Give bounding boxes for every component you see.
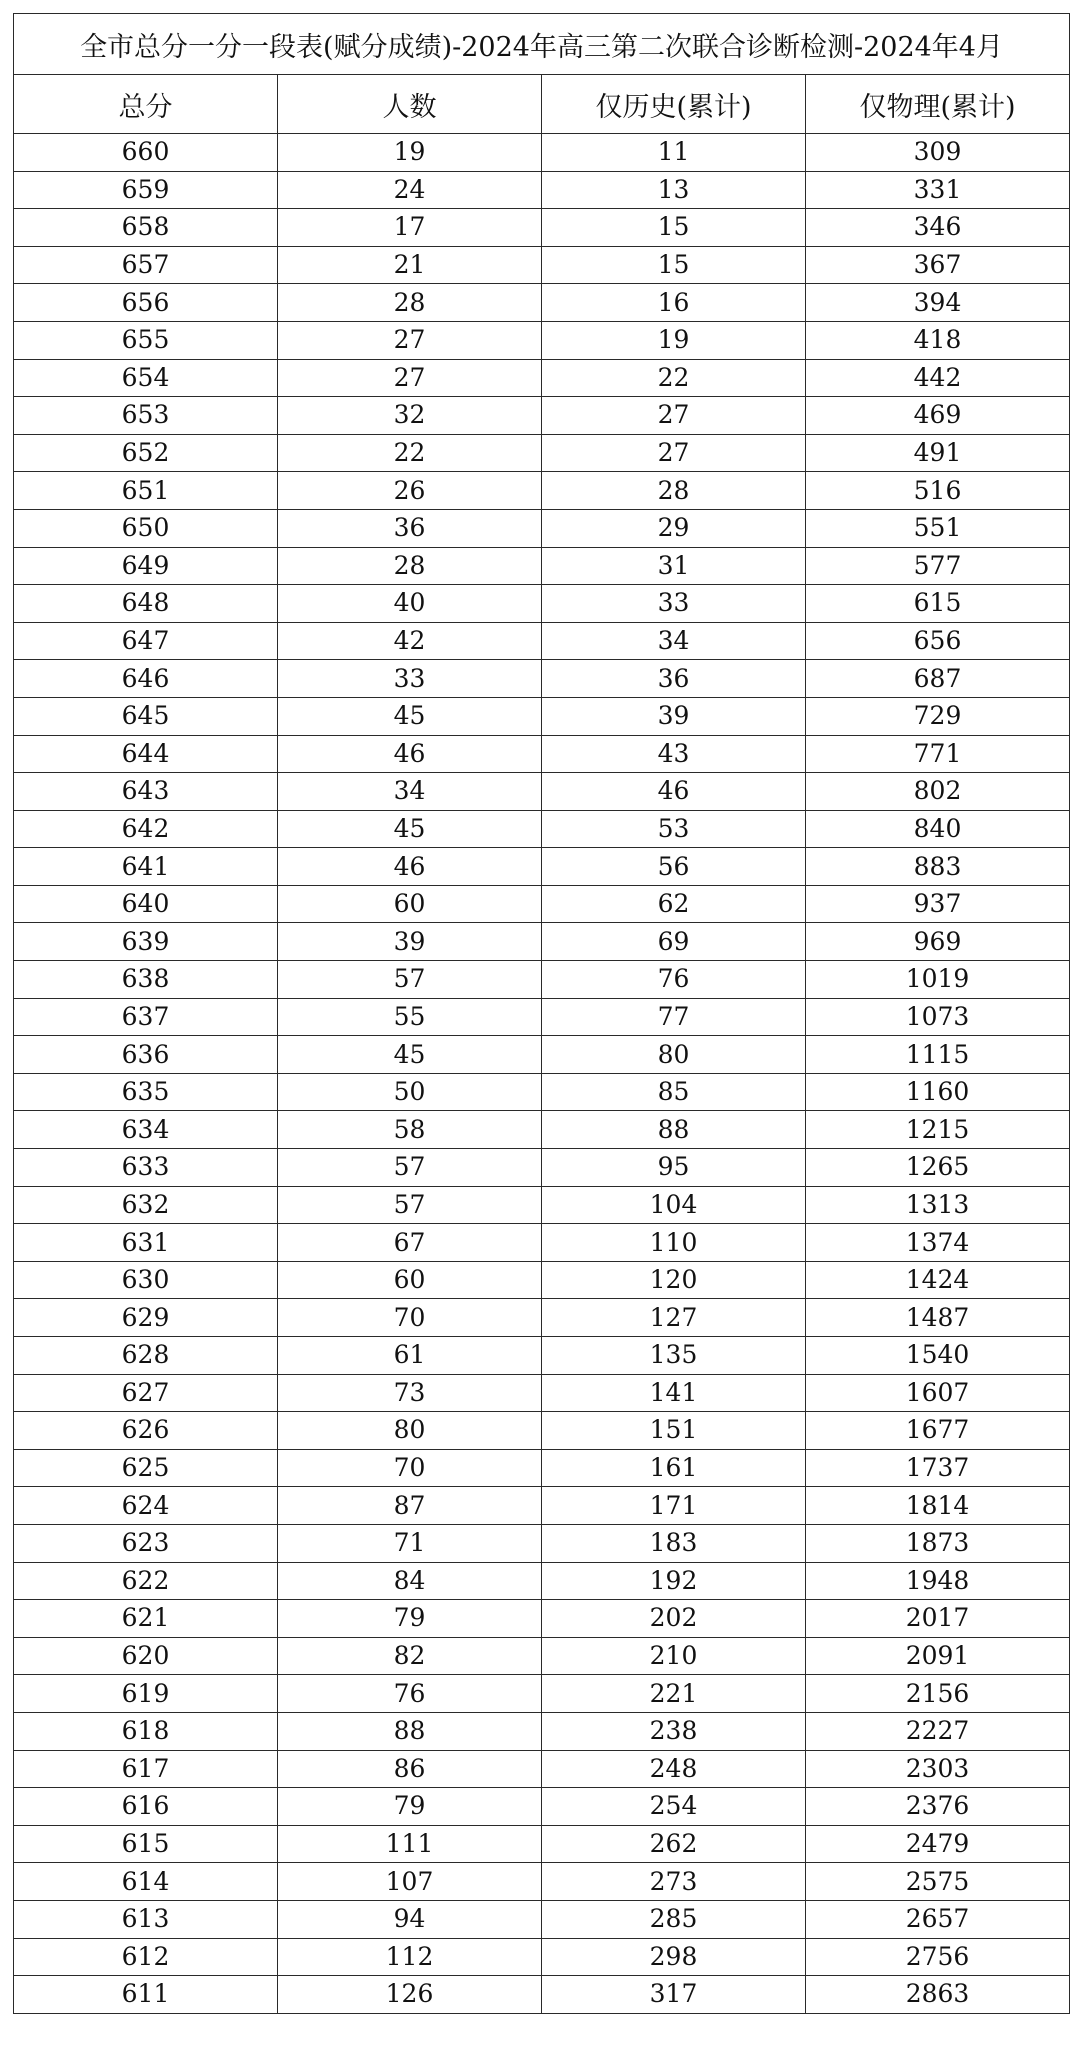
cell-total-score: 648 [14,585,278,623]
table-row [14,1186,1070,1224]
cell-total-score: 660 [14,134,278,172]
cell-total-score: 634 [14,1111,278,1149]
cell-history-cumulative: 238 [542,1712,806,1750]
cell-count: 26 [278,472,542,510]
cell-total-score: 658 [14,209,278,247]
cell-count: 60 [278,885,542,923]
cell-total-score: 636 [14,1036,278,1074]
cell-count: 33 [278,660,542,698]
cell-physics-cumulative: 656 [806,622,1070,660]
cell-count: 88 [278,1712,542,1750]
table-row [14,1600,1070,1638]
cell-count: 71 [278,1524,542,1562]
table-row [14,171,1070,209]
table-row [14,923,1070,961]
table-row [14,1750,1070,1788]
cell-history-cumulative: 36 [542,660,806,698]
cell-total-score: 649 [14,547,278,585]
cell-history-cumulative: 298 [542,1938,806,1976]
cell-total-score: 635 [14,1073,278,1111]
cell-physics-cumulative: 729 [806,697,1070,735]
cell-physics-cumulative: 1313 [806,1186,1070,1224]
cell-physics-cumulative: 1814 [806,1487,1070,1525]
cell-physics-cumulative: 346 [806,209,1070,247]
table-row [14,1449,1070,1487]
cell-total-score: 645 [14,697,278,735]
cell-total-score: 614 [14,1863,278,1901]
table-row [14,397,1070,435]
cell-history-cumulative: 141 [542,1374,806,1412]
table-row [14,1111,1070,1149]
cell-count: 40 [278,585,542,623]
cell-history-cumulative: 161 [542,1449,806,1487]
cell-count: 70 [278,1299,542,1337]
cell-history-cumulative: 28 [542,472,806,510]
table-row [14,284,1070,322]
cell-history-cumulative: 56 [542,848,806,886]
cell-total-score: 647 [14,622,278,660]
cell-history-cumulative: 62 [542,885,806,923]
table-row [14,885,1070,923]
table-row [14,1487,1070,1525]
cell-physics-cumulative: 2156 [806,1675,1070,1713]
cell-total-score: 613 [14,1900,278,1938]
table-row [14,697,1070,735]
table-row [14,434,1070,472]
table-row [14,848,1070,886]
cell-count: 126 [278,1976,542,2014]
header-row [14,75,1070,134]
cell-total-score: 650 [14,509,278,547]
cell-physics-cumulative: 615 [806,585,1070,623]
header-physics-cumulative: 仅物理(累计) [806,75,1070,134]
cell-count: 24 [278,171,542,209]
header-total-score: 总分 [14,75,278,134]
cell-physics-cumulative: 1115 [806,1036,1070,1074]
cell-history-cumulative: 80 [542,1036,806,1074]
cell-count: 57 [278,1186,542,1224]
cell-history-cumulative: 85 [542,1073,806,1111]
cell-physics-cumulative: 771 [806,735,1070,773]
cell-count: 112 [278,1938,542,1976]
cell-count: 57 [278,961,542,999]
cell-physics-cumulative: 491 [806,434,1070,472]
cell-count: 76 [278,1675,542,1713]
cell-physics-cumulative: 1487 [806,1299,1070,1337]
table-row [14,1036,1070,1074]
title-row [14,14,1070,75]
cell-physics-cumulative: 418 [806,321,1070,359]
cell-total-score: 653 [14,397,278,435]
table-row [14,810,1070,848]
cell-total-score: 629 [14,1299,278,1337]
cell-history-cumulative: 27 [542,397,806,435]
cell-history-cumulative: 69 [542,923,806,961]
cell-physics-cumulative: 1374 [806,1224,1070,1262]
table-row [14,1976,1070,2014]
cell-physics-cumulative: 1737 [806,1449,1070,1487]
cell-count: 86 [278,1750,542,1788]
cell-physics-cumulative: 2091 [806,1637,1070,1675]
cell-count: 107 [278,1863,542,1901]
table-row [14,1374,1070,1412]
cell-total-score: 627 [14,1374,278,1412]
cell-total-score: 617 [14,1750,278,1788]
cell-total-score: 655 [14,321,278,359]
cell-physics-cumulative: 331 [806,171,1070,209]
cell-history-cumulative: 27 [542,434,806,472]
cell-physics-cumulative: 2863 [806,1976,1070,2014]
cell-count: 55 [278,998,542,1036]
table-row [14,1900,1070,1938]
cell-count: 27 [278,359,542,397]
cell-count: 21 [278,246,542,284]
table-row [14,359,1070,397]
cell-history-cumulative: 22 [542,359,806,397]
cell-history-cumulative: 34 [542,622,806,660]
cell-physics-cumulative: 394 [806,284,1070,322]
table-row [14,134,1070,172]
table-title: 全市总分一分一段表(赋分成绩)-2024年高三第二次联合诊断检测-2024年4月 [14,14,1070,75]
cell-count: 32 [278,397,542,435]
cell-count: 84 [278,1562,542,1600]
cell-count: 57 [278,1149,542,1187]
cell-physics-cumulative: 2227 [806,1712,1070,1750]
cell-count: 70 [278,1449,542,1487]
cell-history-cumulative: 15 [542,246,806,284]
table-row [14,321,1070,359]
header-count: 人数 [278,75,542,134]
cell-count: 27 [278,321,542,359]
cell-physics-cumulative: 1540 [806,1337,1070,1375]
table-row [14,1938,1070,1976]
cell-history-cumulative: 151 [542,1412,806,1450]
cell-count: 73 [278,1374,542,1412]
table-row [14,209,1070,247]
cell-history-cumulative: 248 [542,1750,806,1788]
cell-total-score: 642 [14,810,278,848]
cell-history-cumulative: 39 [542,697,806,735]
table-row [14,1675,1070,1713]
table-row [14,660,1070,698]
cell-total-score: 626 [14,1412,278,1450]
cell-history-cumulative: 88 [542,1111,806,1149]
cell-physics-cumulative: 802 [806,773,1070,811]
cell-total-score: 632 [14,1186,278,1224]
cell-history-cumulative: 53 [542,810,806,848]
cell-count: 67 [278,1224,542,1262]
table-row [14,622,1070,660]
cell-physics-cumulative: 1873 [806,1524,1070,1562]
score-table [13,13,1070,2014]
cell-physics-cumulative: 969 [806,923,1070,961]
cell-count: 46 [278,735,542,773]
table-row [14,735,1070,773]
table-row [14,998,1070,1036]
cell-history-cumulative: 135 [542,1337,806,1375]
table-row [14,1337,1070,1375]
table-row [14,1412,1070,1450]
cell-total-score: 639 [14,923,278,961]
cell-count: 60 [278,1261,542,1299]
cell-total-score: 611 [14,1976,278,2014]
cell-physics-cumulative: 309 [806,134,1070,172]
cell-physics-cumulative: 2756 [806,1938,1070,1976]
cell-physics-cumulative: 469 [806,397,1070,435]
cell-total-score: 659 [14,171,278,209]
header-history-cumulative: 仅历史(累计) [542,75,806,134]
table-row [14,1073,1070,1111]
cell-physics-cumulative: 1677 [806,1412,1070,1450]
cell-physics-cumulative: 1215 [806,1111,1070,1149]
cell-physics-cumulative: 687 [806,660,1070,698]
cell-count: 45 [278,697,542,735]
cell-count: 79 [278,1600,542,1638]
cell-history-cumulative: 104 [542,1186,806,1224]
cell-count: 61 [278,1337,542,1375]
cell-total-score: 640 [14,885,278,923]
cell-count: 45 [278,810,542,848]
cell-count: 45 [278,1036,542,1074]
cell-count: 94 [278,1900,542,1938]
cell-physics-cumulative: 1607 [806,1374,1070,1412]
cell-physics-cumulative: 840 [806,810,1070,848]
cell-physics-cumulative: 883 [806,848,1070,886]
cell-history-cumulative: 285 [542,1900,806,1938]
cell-history-cumulative: 202 [542,1600,806,1638]
cell-total-score: 643 [14,773,278,811]
cell-physics-cumulative: 2479 [806,1825,1070,1863]
cell-history-cumulative: 19 [542,321,806,359]
cell-count: 19 [278,134,542,172]
cell-physics-cumulative: 2376 [806,1788,1070,1826]
cell-count: 28 [278,284,542,322]
cell-total-score: 630 [14,1261,278,1299]
cell-history-cumulative: 183 [542,1524,806,1562]
cell-physics-cumulative: 2017 [806,1600,1070,1638]
table-row [14,1825,1070,1863]
cell-history-cumulative: 15 [542,209,806,247]
table-row [14,773,1070,811]
table-row [14,246,1070,284]
table-row [14,1712,1070,1750]
cell-total-score: 637 [14,998,278,1036]
cell-total-score: 618 [14,1712,278,1750]
cell-history-cumulative: 95 [542,1149,806,1187]
table-row [14,961,1070,999]
cell-total-score: 652 [14,434,278,472]
cell-count: 42 [278,622,542,660]
cell-total-score: 619 [14,1675,278,1713]
table-row [14,1149,1070,1187]
cell-total-score: 628 [14,1337,278,1375]
cell-count: 46 [278,848,542,886]
cell-count: 80 [278,1412,542,1450]
cell-history-cumulative: 29 [542,509,806,547]
cell-physics-cumulative: 1073 [806,998,1070,1036]
cell-history-cumulative: 46 [542,773,806,811]
table-row [14,1224,1070,1262]
table-row [14,509,1070,547]
cell-history-cumulative: 273 [542,1863,806,1901]
cell-physics-cumulative: 577 [806,547,1070,585]
cell-count: 58 [278,1111,542,1149]
cell-history-cumulative: 192 [542,1562,806,1600]
cell-total-score: 624 [14,1487,278,1525]
cell-count: 17 [278,209,542,247]
cell-history-cumulative: 33 [542,585,806,623]
cell-count: 87 [278,1487,542,1525]
cell-total-score: 622 [14,1562,278,1600]
cell-total-score: 644 [14,735,278,773]
table-row [14,585,1070,623]
cell-physics-cumulative: 2575 [806,1863,1070,1901]
cell-total-score: 615 [14,1825,278,1863]
table-row [14,1637,1070,1675]
table-row [14,1524,1070,1562]
cell-total-score: 621 [14,1600,278,1638]
table-row [14,472,1070,510]
cell-history-cumulative: 254 [542,1788,806,1826]
cell-history-cumulative: 77 [542,998,806,1036]
score-distribution-sheet [13,13,1069,2043]
cell-total-score: 651 [14,472,278,510]
cell-history-cumulative: 31 [542,547,806,585]
cell-count: 39 [278,923,542,961]
cell-total-score: 646 [14,660,278,698]
cell-physics-cumulative: 1019 [806,961,1070,999]
cell-history-cumulative: 171 [542,1487,806,1525]
cell-history-cumulative: 317 [542,1976,806,2014]
cell-total-score: 657 [14,246,278,284]
table-row [14,1261,1070,1299]
cell-total-score: 623 [14,1524,278,1562]
cell-count: 79 [278,1788,542,1826]
cell-physics-cumulative: 1160 [806,1073,1070,1111]
cell-history-cumulative: 120 [542,1261,806,1299]
cell-total-score: 656 [14,284,278,322]
cell-total-score: 620 [14,1637,278,1675]
cell-physics-cumulative: 2657 [806,1900,1070,1938]
cell-history-cumulative: 221 [542,1675,806,1713]
cell-physics-cumulative: 442 [806,359,1070,397]
cell-total-score: 633 [14,1149,278,1187]
cell-total-score: 625 [14,1449,278,1487]
table-row [14,1788,1070,1826]
cell-physics-cumulative: 1948 [806,1562,1070,1600]
cell-history-cumulative: 13 [542,171,806,209]
cell-count: 28 [278,547,542,585]
cell-history-cumulative: 43 [542,735,806,773]
cell-total-score: 612 [14,1938,278,1976]
table-row [14,1299,1070,1337]
cell-physics-cumulative: 551 [806,509,1070,547]
cell-total-score: 638 [14,961,278,999]
cell-physics-cumulative: 2303 [806,1750,1070,1788]
cell-history-cumulative: 210 [542,1637,806,1675]
cell-count: 34 [278,773,542,811]
table-row [14,547,1070,585]
cell-history-cumulative: 127 [542,1299,806,1337]
cell-history-cumulative: 11 [542,134,806,172]
cell-physics-cumulative: 367 [806,246,1070,284]
cell-count: 111 [278,1825,542,1863]
cell-history-cumulative: 262 [542,1825,806,1863]
cell-count: 82 [278,1637,542,1675]
table-row [14,1562,1070,1600]
cell-count: 36 [278,509,542,547]
cell-physics-cumulative: 1265 [806,1149,1070,1187]
cell-total-score: 641 [14,848,278,886]
cell-count: 22 [278,434,542,472]
cell-total-score: 654 [14,359,278,397]
cell-count: 50 [278,1073,542,1111]
cell-physics-cumulative: 516 [806,472,1070,510]
cell-physics-cumulative: 937 [806,885,1070,923]
table-row [14,1863,1070,1901]
cell-history-cumulative: 110 [542,1224,806,1262]
cell-total-score: 631 [14,1224,278,1262]
cell-history-cumulative: 16 [542,284,806,322]
cell-physics-cumulative: 1424 [806,1261,1070,1299]
cell-history-cumulative: 76 [542,961,806,999]
cell-total-score: 616 [14,1788,278,1826]
